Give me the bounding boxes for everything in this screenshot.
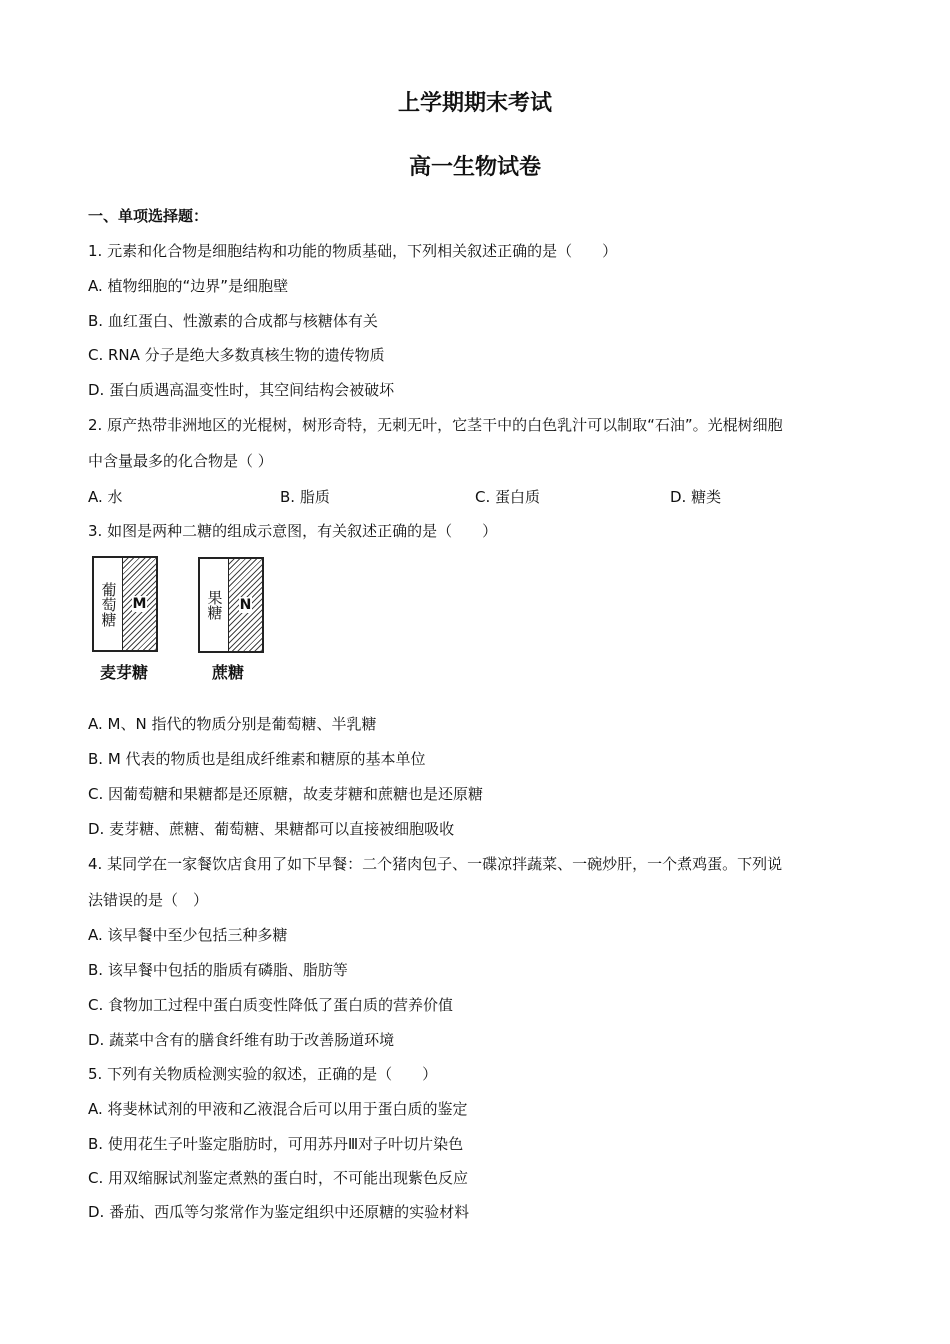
exam-subtitle: 高一生物试卷	[408, 155, 541, 180]
text-line: A. 将斐林试剂的甲液和乙液混合后可以用于蛋白质的鉴定	[88, 1100, 468, 1118]
text-line: A. M、N 指代的物质分别是葡萄糖、半乳糖	[88, 715, 377, 733]
text-line: B. 血红蛋白、性激素的合成都与核糖体有关	[88, 312, 378, 330]
text-line: C. 用双缩脲试剂鉴定煮熟的蛋白时，不可能出现紫色反应	[88, 1169, 469, 1187]
q2-option-a: A. 水	[88, 488, 123, 506]
maltose-caption: 麦芽糖	[100, 663, 149, 682]
text-line: 中含量最多的化合物是（ ）	[88, 452, 273, 470]
text-line: 4. 某同学在一家餐饮店食用了如下早餐：二个猪肉包子、一碟凉拌蔬菜、一碗炒肝，一个煮鸡蛋。下列说	[88, 855, 783, 873]
q2-option-b: B. 脂质	[280, 488, 330, 506]
text-line: A. 该早餐中至少包括三种多糖	[88, 926, 288, 944]
text-line: B. 该早餐中包括的脂质有磷脂、脂肪等	[88, 961, 348, 979]
exam-title: 上学期期末考试	[397, 91, 552, 116]
section-heading: 一、单项选择题：	[88, 207, 209, 225]
text-line: C. RNA 分子是绝大多数真核生物的遗传物质	[88, 346, 385, 364]
text-line: 1. 元素和化合物是细胞结构和功能的物质基础，下列相关叙述正确的是（ ）	[88, 242, 618, 260]
maltose-diagram	[92, 556, 158, 652]
text-line: 5. 下列有关物质检测实验的叙述，正确的是（ ）	[88, 1065, 438, 1083]
n-label: N	[239, 597, 252, 613]
text-line: D. 蛋白质遇高温变性时，其空间结构会被破坏	[88, 381, 395, 399]
text-line: 法错误的是（ ）	[88, 891, 209, 909]
text-line: D. 番茄、西瓜等匀浆常作为鉴定组织中还原糖的实验材料	[88, 1203, 470, 1221]
sucrose-diagram	[198, 557, 264, 653]
text-line: D. 蔬菜中含有的膳食纤维有助于改善肠道环境	[88, 1031, 395, 1049]
text-line: C. 因葡萄糖和果糖都是还原糖，故麦芽糖和蔗糖也是还原糖	[88, 785, 484, 803]
question-3: 3. 如图是两种二糖的组成示意图，有关叙述正确的是（ ）	[88, 522, 498, 540]
glucose-label: 葡萄糖	[94, 558, 123, 650]
text-line: 2. 原产热带非洲地区的光棍树，树形奇特，无刺无叶，它茎干中的白色乳汁可以制取“石油”。光棍树细胞	[88, 416, 783, 434]
text-line: D. 麦芽糖、蔗糖、葡萄糖、果糖都可以直接被细胞吸收	[88, 820, 455, 838]
fructose-label: 果糖	[200, 559, 229, 651]
sucrose-caption: 蔗糖	[212, 663, 245, 682]
m-label: M	[132, 596, 147, 612]
q2-option-c: C. 蛋白质	[475, 488, 541, 506]
q2-option-d: D. 糖类	[670, 488, 722, 506]
text-line: A. 植物细胞的“边界”是细胞壁	[88, 277, 289, 295]
text-line: B. M 代表的物质也是组成纤维素和糖原的基本单位	[88, 750, 426, 768]
text-line: B. 使用花生子叶鉴定脂肪时，可用苏丹Ⅲ对子叶切片染色	[88, 1135, 464, 1153]
text-line: C. 食物加工过程中蛋白质变性降低了蛋白质的营养价值	[88, 996, 454, 1014]
